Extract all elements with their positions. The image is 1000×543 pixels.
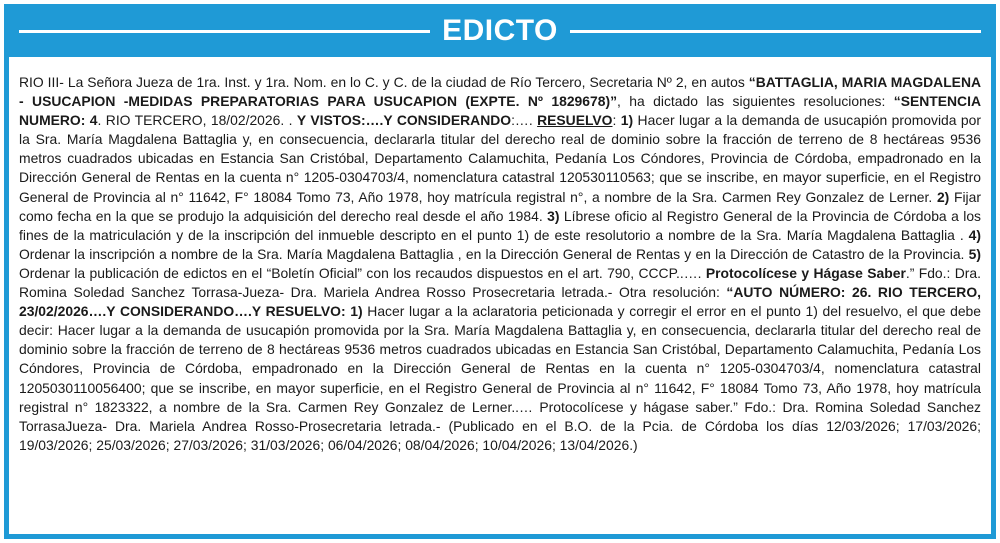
edict-segment: 4) [968, 226, 981, 243]
edict-segment: Ordenar la inscripción a nombre de la Sra. María Magdalena Battaglia , en la Dirección General de Rentas y en la Dirección de Catastro de la Provincia. [19, 245, 969, 262]
edict-segment: Hacer lugar a la demanda de usucapión promovida por la Sra. María Magdalena Battaglia y, en consecuencia, declararla titular del derecho real de dominio sobre la fracción de terreno de 8 hectáreas 9536 metros cuadrados ubicadas en Estancia San Cristóbal, Departamento Calamuchita, Pedanía Los Cóndores, Provincia de Córdoba, empadronado en la Dirección General de Rentas en la cuenta n° 1205-0304703/4, nomenclatura catastral 120530110563; que se inscribe, en mayor superficie, en el Registro General de Provincia al n° 11642, F° 18084 Tomo 73, Año 1978, hoy matrícula registral n°, a nombre de la Sra. Carmen Rey Gonzalez de Lerner. [19, 112, 982, 205]
edict-segment: 3) [547, 207, 560, 224]
edict-segment: Fijar como fecha en la que se produjo la adquisición del derecho real desde el año 1984. [19, 188, 981, 224]
edict-frame [4, 4, 996, 539]
edict-segment: Y VISTOS:….Y CONSIDERANDO [296, 112, 512, 129]
edict-segment: “SENTENCIA NUMERO: 4 [19, 93, 981, 129]
edict-segment: 1) [620, 112, 634, 129]
edict-segment: 2) [936, 188, 950, 205]
edict-segment: 5) [968, 245, 981, 262]
edict-segment: “AUTO NÚMERO: 26. RIO TERCERO, 23/02/2026….Y CONSIDERANDO….Y RESUELVO: 1) [19, 284, 982, 320]
edict-segment: “BATTAGLIA, MARIA MAGDALENA - USUCAPION -MEDIDAS PREPARATORIAS PARA USUCAPION (EXPTE. Nº 1829678)” [19, 74, 982, 110]
edict-segment: Ordenar la publicación de edictos en el “Boletín Oficial” con los recaudos dispuestos en el art. 790, CCCP..…. [19, 264, 706, 281]
edict-segment: , ha dictado las siguientes resoluciones: [617, 93, 894, 110]
edict-body [19, 73, 981, 455]
edict-segment: : [612, 112, 621, 129]
edict-title: EDICTO [442, 14, 558, 47]
edict-segment: :…. [511, 112, 538, 129]
header-rule-right [570, 30, 981, 33]
edict-segment: Líbrese oficio al Registro General de la Provincia de Córdoba a los fines de la matriculación y de la inscripción del inmueble descripto en el punto 1) de este resolutorio a nombre de la Sra. María Magdalena Battaglia . [19, 207, 981, 243]
edict-segment: Protocolícese y Hágase Saber [705, 264, 906, 281]
edict-segment: . RIO TERCERO, 18/02/2026. . [97, 112, 297, 129]
edict-segment: .” Fdo.: Dra. Romina Soledad Sanchez Torrasa-Jueza- Dra. Mariela Andrea Rosso Prosecretaria letrada.- Otra resolución: [19, 264, 981, 301]
edict-header [9, 9, 991, 57]
edict-segment: RESUELVO [537, 112, 613, 129]
edict-segment: Hacer lugar a la aclaratoria peticionada y corregir el error en el punto 1) del resuelvo, el que debe decir: Hacer lugar a la demanda de usucapión promovida por la Sra. María Magdalena Battaglia y, en consecuencia, declararla titular del derecho real de dominio sobre la fracción de terreno de 8 hectáreas 9536 metros cuadrados ubicadas en Estancia San Cristóbal, Departamento Calamuchita, Pedanía Los Cóndores, Provincia de Córdoba, empadronado en la Dirección General de Rentas en la cuenta n° 1205-0304703/4, nomenclatura catastral 1205030110056400; que se inscribe, en mayor superficie, en el Registro General de Provincia al n° 11642, F° 18084 Tomo 73, Año 1978, hoy matrícula registral n° 1823322, a nombre de la Sra. Carmen Rey Gonzalez de Lerner..… Protocolícese y hágase saber.” Fdo.: Dra. Romina Soledad Sanchez TorrasaJueza- Dra. Mariela Andrea Rosso-Prosecretaria letrada.- (Publicado en el B.O. de la Pcia. de Córdoba los días 12/03/2026; 17/03/2026; 19/03/2026; 25/03/2026; 27/03/2026; 31/03/2026; 06/04/2026; 08/04/2026; 10/04/2026; 13/04/2026.) [19, 303, 981, 453]
edict-segment: RIO III- La Señora Jueza de 1ra. Inst. y 1ra. Nom. en lo C. y C. de la ciudad de Río Tercero, Secretaria Nº 2, en autos [19, 74, 749, 90]
